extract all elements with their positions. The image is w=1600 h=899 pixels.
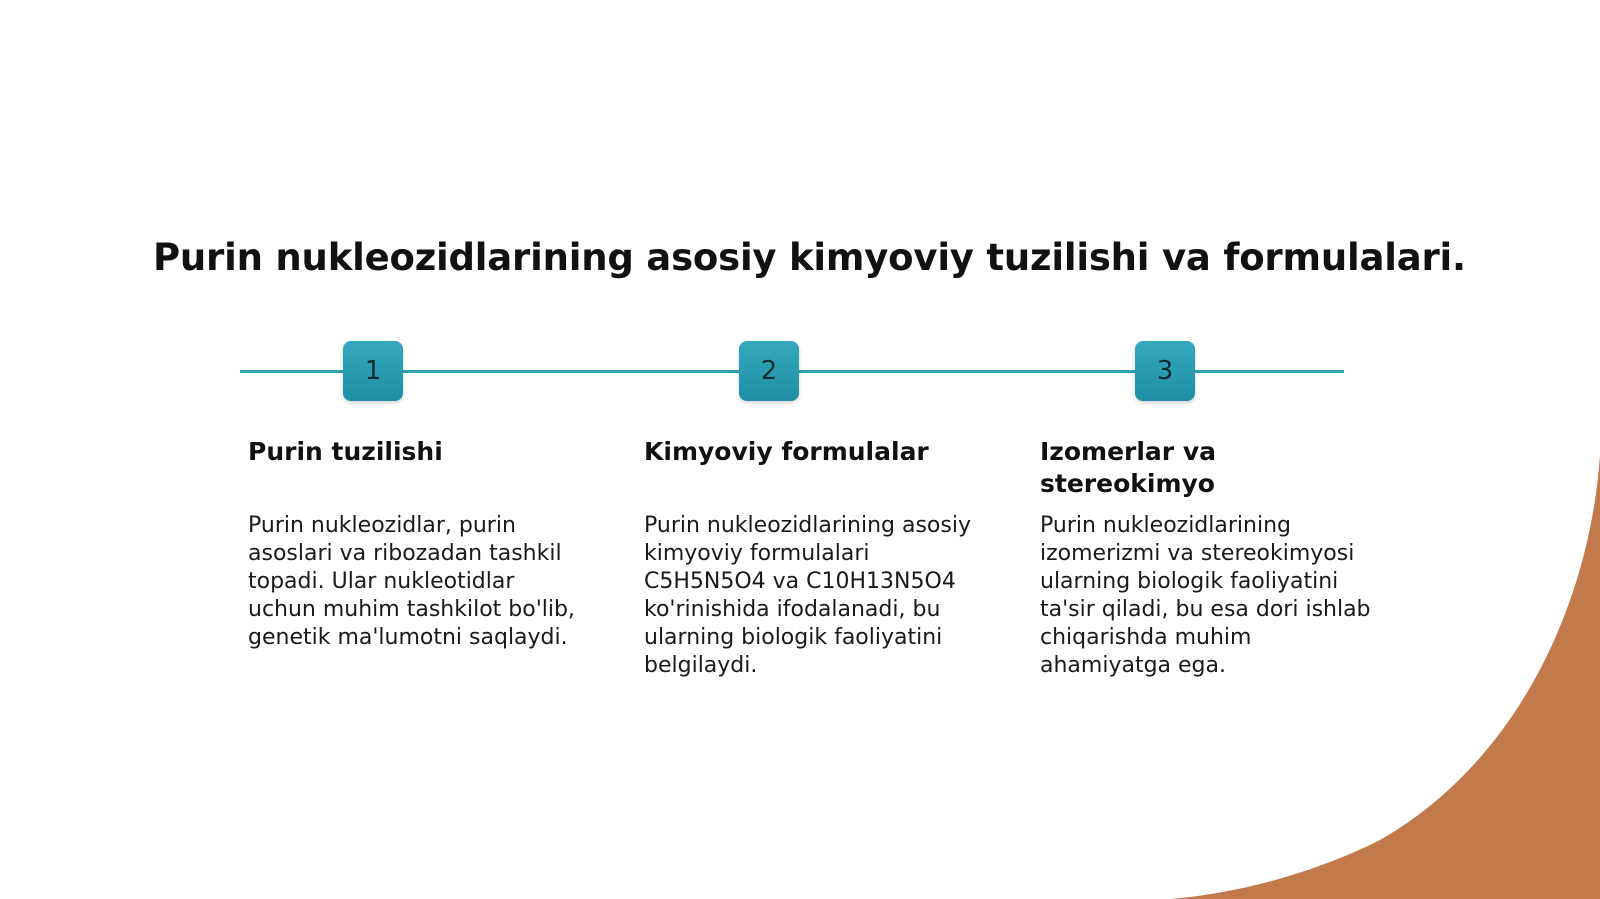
step-number: 3 — [1156, 356, 1174, 386]
step-description: Purin nukleozidlarining izomerizmi va stereokimyosi ularning biologik faoliyatini ta'sir qiladi, bu esa dori ishlab chiqarishda muhim ahamiyatga ega. — [1040, 513, 1371, 678]
step-heading: Kimyoviy formulalar — [644, 437, 929, 466]
step-heading: Izomerlar va stereokimyo — [1040, 437, 1217, 498]
step-marker-1 — [343, 341, 403, 401]
step-description: Purin nukleozidlarining asosiy kimyoviy formulalari C5H5N5O4 va C10H13N5O4 ko'rinishida ifodalanadi, bu ularning biologik faoliyatini belgilaydi. — [644, 513, 971, 678]
step-marker-2 — [739, 341, 799, 401]
step-card-3 — [1040, 436, 1380, 680]
step-card-2 — [644, 436, 984, 680]
step-heading: Purin tuzilishi — [248, 437, 443, 466]
step-marker-3 — [1135, 341, 1195, 401]
step-description: Purin nukleozidlar, purin asoslari va ribozadan tashkil topadi. Ular nukleotidlar uchun muhim tashkilot bo'lib, genetik ma'lumotni saqlaydi. — [248, 513, 575, 650]
page-title: Purin nukleozidlarining asosiy kimyoviy tuzilishi va formulalari. — [153, 236, 1466, 279]
step-number: 1 — [364, 356, 382, 386]
step-card-1 — [248, 436, 588, 652]
step-number: 2 — [760, 356, 778, 386]
